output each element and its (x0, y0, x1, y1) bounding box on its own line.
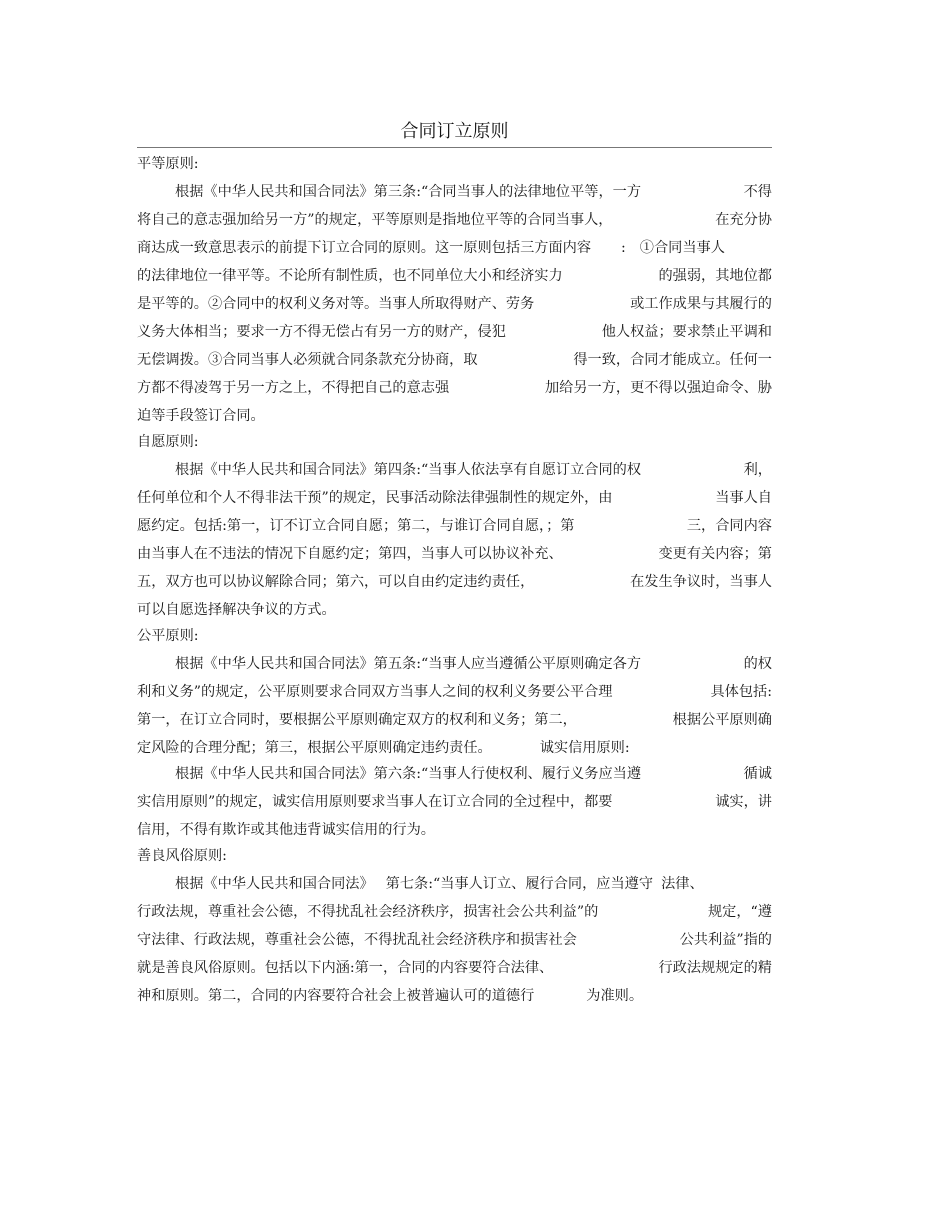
text-line (137, 206, 772, 234)
text-segment: 变更有关内容；第 (658, 546, 772, 562)
text-line (137, 484, 772, 512)
text-line (137, 234, 772, 262)
text-segment: 当事人自 (715, 490, 772, 506)
text-segment: 或工作成果与其履行的 (630, 296, 772, 312)
text-line (137, 512, 772, 540)
text-segment: 三，合同内容 (686, 518, 772, 534)
text-segment: 是平等的。②合同中的权利义务对等。当事人所取得财产、劳务 (137, 296, 535, 312)
text-segment: 将自己的意志强加给另一方”的规定，平等原则是指地位平等的合同当事人， (137, 212, 613, 228)
text-segment: 根据《中华人民共和国合同法》第四条:“当事人依法享有自愿订立合同的权 (175, 462, 642, 478)
text-segment: 可以自愿选择解决争议的方式。 (137, 602, 336, 618)
text-segment: 平等原则: (137, 156, 199, 172)
text-line (137, 290, 772, 318)
text-line (137, 318, 772, 346)
title-underline (137, 147, 772, 148)
text-segment: 义务大体相当；要求一方不得无偿占有另一方的财产，侵犯 (137, 324, 506, 340)
text-segment: 无偿调拨。③合同当事人必须就合同条款充分协商，取 (137, 352, 478, 368)
text-segment: 自愿原则: (137, 434, 199, 450)
text-segment: 就是善良风俗原则。包括以下内涵:第一，合同的内容要符合法律、 (137, 960, 554, 976)
text-line (175, 870, 772, 898)
text-segment: 善良风俗原则: (137, 848, 227, 864)
text-segment: 法律、 (661, 876, 704, 892)
text-line (137, 788, 772, 816)
text-segment: 行政法规规定的精 (658, 960, 772, 976)
text-line (137, 842, 772, 870)
text-segment: 他人权益；要求禁止平调和 (601, 324, 772, 340)
text-segment: 在发生争议时，当事人 (630, 574, 772, 590)
text-segment: 加给另一方，更不得以强迫命令、胁 (544, 380, 772, 396)
text-segment: 第一，在订立合同时，要根据公平原则确定双方的权利和义务；第二， (137, 712, 577, 728)
text-line (137, 402, 772, 430)
text-segment: 循诚 (743, 766, 772, 782)
text-line (137, 898, 772, 926)
text-segment: 根据公平原则确 (672, 712, 772, 728)
text-segment: 愿约定。包括:第一，订不订立合同自愿；第二，与谁订合同自愿，；第 (137, 518, 575, 534)
text-segment: 根据《中华人民共和国合同法》 (175, 876, 374, 892)
text-segment: 的权 (743, 656, 772, 672)
text-segment: 的强弱，其地位都 (658, 268, 772, 284)
text-segment: 规定，“遵 (707, 904, 772, 920)
text-segment: 迫等手段签订合同。 (137, 408, 265, 424)
text-segment: 定风险的合理分配；第三，根据公平原则确定违约责任。 (137, 740, 492, 756)
text-line (137, 926, 772, 954)
text-line (137, 678, 772, 706)
text-line (175, 178, 772, 206)
text-segment: 行政法规，尊重社会公德，不得扰乱社会经济秩序，损害社会公共利益”的 (137, 904, 599, 920)
text-segment: 具体包括: (710, 684, 772, 700)
text-segment: 诚实信用原则: (539, 740, 630, 756)
text-segment: 五，双方也可以协议解除合同；第六，可以自由约定违约责任， (137, 574, 535, 590)
text-segment: 信用，不得有欺诈或其他违背诚实信用的行为。 (137, 822, 435, 838)
text-segment: 公共利益”指的 (679, 932, 772, 948)
text-line (137, 982, 772, 1010)
text-segment: 公平原则: (137, 628, 199, 644)
text-segment: ①合同当事人 (639, 240, 725, 256)
text-segment: : (621, 240, 626, 256)
text-segment: 诚实，讲 (715, 794, 772, 810)
text-segment: 为准则。 (586, 988, 644, 1004)
text-line (137, 262, 772, 290)
text-segment: 的法律地位一律平等。不论所有制性质，也不同单位大小和经济实力 (137, 268, 563, 284)
document-title: 合同订立原则 (400, 121, 509, 142)
text-segment: 商达成一致意思表示的前提下订立合同的原则。这一原则包括三方面内容 (137, 240, 592, 256)
text-segment: 任何单位和个人不得非法干预”的规定，民事活动除法律强制性的规定外，由 (137, 490, 613, 506)
text-segment: 利， (743, 462, 772, 478)
text-segment: 根据《中华人民共和国合同法》第三条:“合同当事人的法律地位平等，一方 (175, 184, 642, 200)
text-segment: 由当事人在不违法的情况下自愿约定；第四，当事人可以协议补充、 (137, 546, 563, 562)
text-segment: 在充分协 (715, 212, 772, 228)
text-segment: 根据《中华人民共和国合同法》第五条:“当事人应当遵循公平原则确定各方 (175, 656, 642, 672)
text-line (137, 428, 772, 456)
text-segment: 方都不得凌驾于另一方之上，不得把自己的意志强 (137, 380, 450, 396)
text-line (137, 540, 772, 568)
text-line (137, 150, 772, 178)
text-line (137, 734, 772, 762)
text-segment: 守法律、行政法规，尊重社会公德，不得扰乱社会经济秩序和损害社会 (137, 932, 577, 948)
text-line (137, 816, 772, 844)
text-line (137, 374, 772, 402)
text-segment: 实信用原则”的规定，诚实信用原则要求当事人在订立合同的全过程中，都要 (137, 794, 613, 810)
text-segment: 得一致，合同才能成立。任何一 (573, 352, 772, 368)
text-line (137, 954, 772, 982)
text-segment: 第七条:“当事人订立、履行合同，应当遵守 (385, 876, 654, 892)
text-segment: 根据《中华人民共和国合同法》第六条:“当事人行使权利、履行义务应当遵 (175, 766, 642, 782)
text-line (175, 650, 772, 678)
text-segment: 神和原则。第二，合同的内容要符合社会上被普遍认可的道德行 (137, 988, 535, 1004)
text-line (137, 346, 772, 374)
text-line (137, 568, 772, 596)
text-line (175, 760, 772, 788)
text-line (137, 596, 772, 624)
text-line (137, 622, 772, 650)
text-segment: 利和义务”的规定，公平原则要求合同双方当事人之间的权利义务要公平合理 (137, 684, 613, 700)
text-line (175, 456, 772, 484)
text-line (137, 706, 772, 734)
text-segment: 不得 (743, 184, 772, 200)
